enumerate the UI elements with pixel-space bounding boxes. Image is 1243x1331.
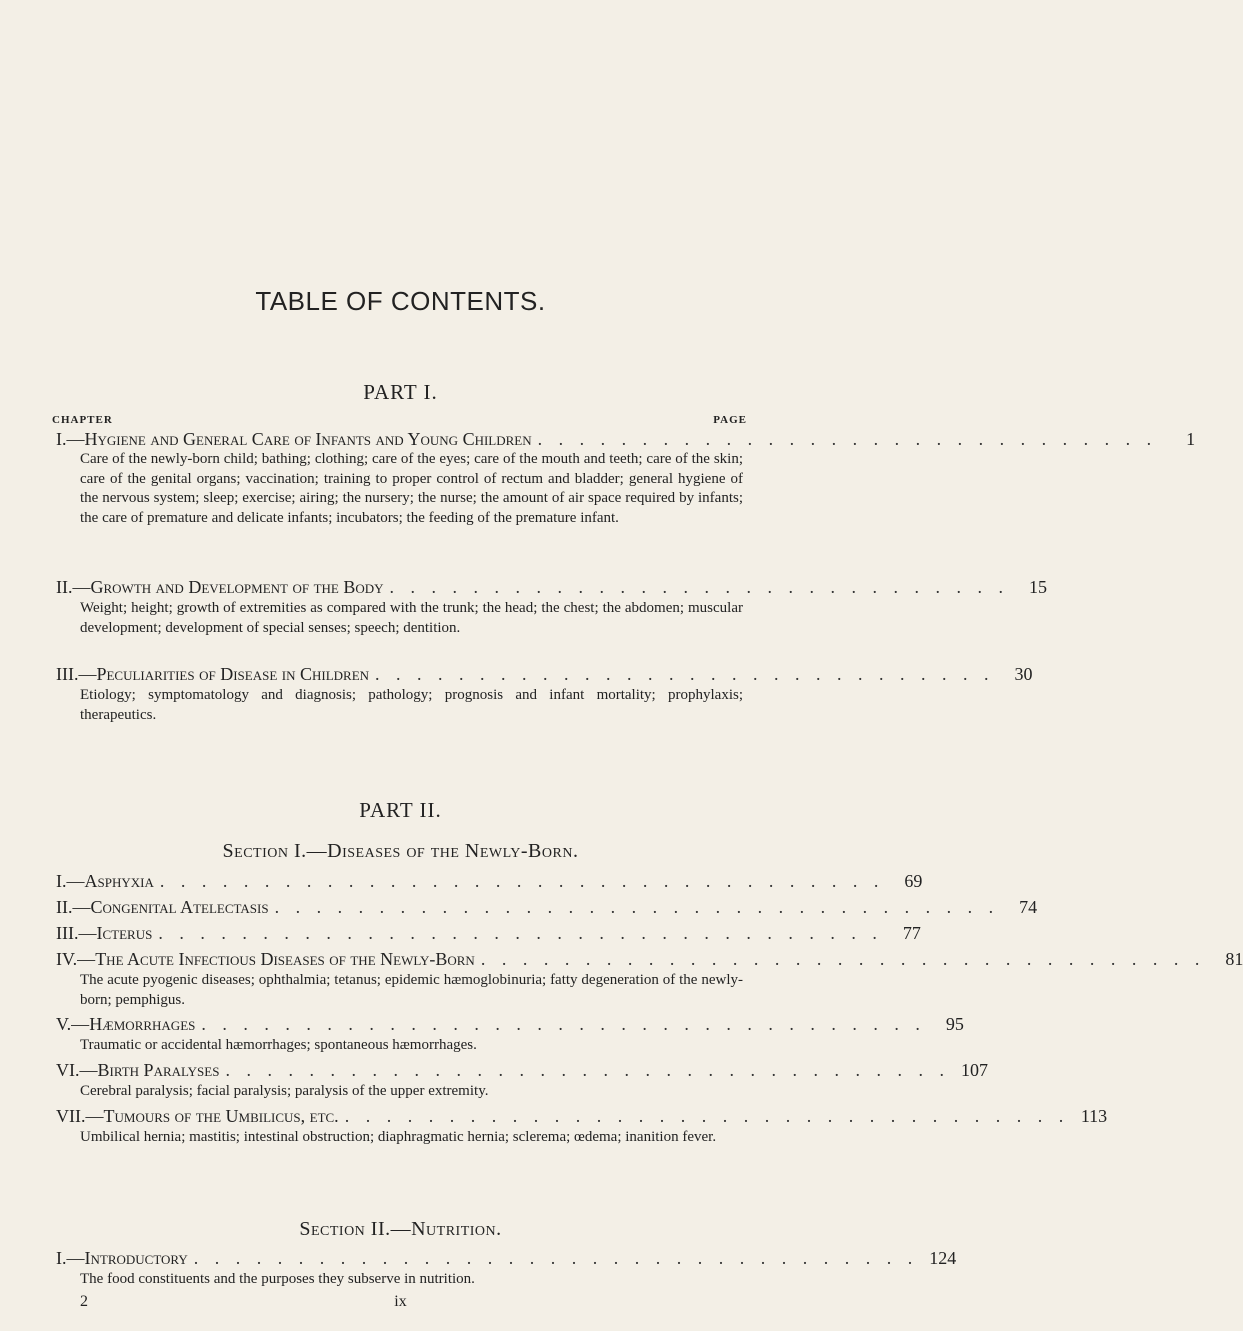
toc-entry[interactable] — [56, 428, 1196, 450]
page-column-header: PAGE — [713, 414, 747, 426]
chapter-number: II.— — [56, 897, 91, 917]
chapter-title: Introductory — [84, 1248, 188, 1268]
chapter-title: Asphyxia — [84, 871, 154, 891]
dot-leader: . . . . . . . . . . . . . . . . . . . . . . . . . . . . . . — [375, 664, 995, 684]
page-title: TABLE OF CONTENTS. — [255, 286, 546, 316]
chapter-title: Icterus — [96, 923, 153, 943]
page-number: 107 — [960, 1060, 988, 1080]
chapter-description: The acute pyogenic diseases; ophthalmia; tetanus; epidemic hæmoglobinuria; fatty degeneration of the newly-born; pemphigus. — [80, 972, 743, 1008]
page-number: 30 — [1014, 664, 1033, 684]
dot-leader: . . . . . . . . . . . . . . . . . . . . . . . . . . . . . . — [389, 577, 1010, 597]
part-2-heading: PART II. — [359, 798, 442, 822]
dot-leader: . . . . . . . . . . . . . . . . . . . . . . . . . . . . . . . . . . . — [158, 923, 883, 943]
chapter-description: Umbilical hernia; mastitis; intestinal obstruction; diaphragmatic hernia; sclerema; œdema; inanition fever. — [80, 1129, 717, 1145]
chapter-number: I.— — [56, 1248, 85, 1268]
chapter-description: Care of the newly-born child; bathing; clothing; care of the eyes; care of the mouth and teeth; care of the skin; care of the genital organs; vaccination; training to proper control of rectum and bladder; general hygiene of the nervous system; sleep; exercise; airing; the nursery; the nurse; the amount of air space required by infants; the care of premature and delicate infants; incubators; the feeding of the premature infant. — [80, 451, 743, 526]
chapter-title: Birth Paralyses — [97, 1060, 220, 1080]
chapter-number: III.— — [56, 664, 97, 684]
toc-entry[interactable] — [56, 1105, 1108, 1127]
dot-leader: . . . . . . . . . . . . . . . . . . . . . . . . . . . . . . . . . . . — [480, 949, 1206, 969]
chapter-description: Etiology; symptomatology and diagnosis; pathology; prognosis and infant mortality; prophylaxis; therapeutics. — [80, 687, 743, 723]
chapter-column-header: CHAPTER — [52, 414, 113, 426]
dot-leader: . . . . . . . . . . . . . . . . . . . . . . . . . . . . . . . . . . . — [159, 871, 885, 891]
chapter-description: The food constituents and the purposes they subserve in nutrition. — [80, 1271, 475, 1287]
dot-leader: . . . . . . . . . . . . . . . . . . . . . . . . . . . . . . . . . . . — [201, 1014, 926, 1034]
chapter-title: Tumours of the Umbilicus, etc. — [103, 1106, 339, 1126]
page-number: 81 — [1225, 949, 1243, 969]
chapter-number: III.— — [56, 923, 97, 943]
chapter-number: I.— — [56, 871, 85, 891]
toc-entry[interactable] — [56, 1013, 964, 1035]
toc-entry[interactable] — [56, 870, 923, 892]
page-number: 74 — [1019, 897, 1038, 917]
chapter-title: Growth and Development of the Body — [90, 577, 384, 597]
chapter-description: Traumatic or accidental hæmorrhages; spontaneous hæmorrhages. — [80, 1037, 477, 1053]
chapter-number: VI.— — [56, 1060, 98, 1080]
chapter-number: IV.— — [56, 949, 96, 969]
chapter-description: Weight; height; growth of extremities as compared with the trunk; the head; the chest; the abdomen; muscular development; development of special senses; speech; dentition. — [80, 600, 743, 636]
dot-leader: . . . . . . . . . . . . . . . . . . . . . . . . . . . . . . . . . . . — [225, 1060, 950, 1080]
dot-leader: . . . . . . . . . . . . . . . . . . . . . . . . . . . . . . — [537, 429, 1158, 449]
toc-entry[interactable] — [56, 663, 1033, 685]
toc-entry[interactable] — [56, 576, 1048, 598]
page-number: 95 — [945, 1014, 964, 1034]
chapter-number: V.— — [56, 1014, 90, 1034]
page-number: 124 — [929, 1248, 957, 1268]
chapter-title: Congenital Atelectasis — [90, 897, 269, 917]
chapter-title: Peculiarities of Disease in Children — [96, 664, 370, 684]
page-number: 69 — [904, 871, 923, 891]
toc-entry[interactable] — [56, 896, 1038, 918]
folio: ix — [394, 1293, 407, 1310]
section-1-heading: Section I.—Diseases of the Newly-Born. — [222, 840, 579, 862]
chapter-description: Cerebral paralysis; facial paralysis; paralysis of the upper extremity. — [80, 1083, 489, 1099]
chapter-number: I.— — [56, 429, 85, 449]
chapter-number: II.— — [56, 577, 91, 597]
toc-entry[interactable] — [56, 922, 921, 944]
chapter-title: Hæmorrhages — [89, 1014, 196, 1034]
dot-leader: . . . . . . . . . . . . . . . . . . . . . . . . . . . . . . . . . . . — [274, 897, 1000, 917]
toc-entry[interactable] — [56, 1247, 957, 1269]
signature-mark: 2 — [80, 1293, 88, 1310]
toc-entry[interactable] — [56, 1059, 988, 1081]
section-2-heading: Section II.—Nutrition. — [299, 1218, 502, 1240]
page-number: 1 — [1186, 429, 1196, 449]
toc-entry[interactable] — [56, 948, 1243, 970]
page-number: 77 — [902, 923, 921, 943]
part-1-heading: PART I. — [363, 380, 438, 404]
chapter-title: Hygiene and General Care of Infants and Young Children — [84, 429, 532, 449]
dot-leader: . . . . . . . . . . . . . . . . . . . . . . . . . . . . . . . . . . . — [193, 1248, 919, 1268]
page-number: 15 — [1029, 577, 1048, 597]
page-number: 113 — [1080, 1106, 1108, 1126]
chapter-title: The Acute Infectious Diseases of the Newly-Born — [95, 949, 475, 969]
chapter-number: VII.— — [56, 1106, 104, 1126]
dot-leader: . . . . . . . . . . . . . . . . . . . . . . . . . . . . . . . . . . . — [344, 1106, 1070, 1126]
